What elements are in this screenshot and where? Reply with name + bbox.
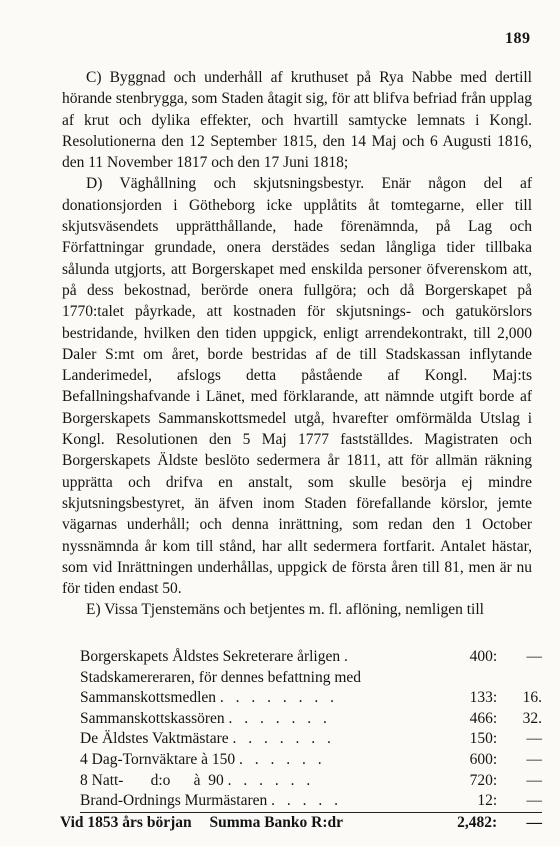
salary-ore: —	[526, 792, 542, 810]
salary-label: Sammanskottskassören	[80, 709, 225, 727]
table-row	[80, 709, 542, 730]
total-amount: 2,482:	[430, 812, 497, 833]
total-row	[80, 812, 542, 833]
paragraph-e: E) Vissa Tjenstemäns och betjentes m. fl. aflöning, nemligen till	[86, 601, 484, 619]
table-row	[80, 791, 542, 812]
leader-dots: .	[343, 648, 348, 665]
salary-ore: —	[526, 648, 542, 665]
salary-ore: 32.	[522, 709, 542, 727]
table-row	[80, 688, 542, 709]
leader-dots: . . . . .	[271, 792, 342, 810]
salary-amount: 133:	[469, 689, 498, 707]
salary-label: 8 Natt- d:o à 90	[80, 771, 224, 789]
paragraph-d: D) Väghållning och skjutsningsbestyr. Enär någon del af donationsjorden i Götheborg icke upplåtits åt tomtegarne, eller till skjutsväsendets upprätthållande, hade förenämnda, på Lag och Författningar grundade, onera derstädes sedan långliga tider tillbaka sålunda utgjorts, att Borgerskapet med enskilda personer öfverenskom att, på dess bekostnad, berörde onera fullgöra; och då Borgerskapet på 1770:talet påyrkade, att kostnaden för skjutsnings- och gatukörslors bestridande, hvilken den tiden uppgick, enligt arrendekontrakt, till 2,000 Daler S:mt om året, borde bestridas af de till Stadskassan inflytande Landerimedel, afslogs detta påstående af Kongl. Maj:ts Befallningshafvande i Länet, med förklarande, att nämnde utgift borde af Borgerskapets Sammanskottsmedel utgå, hvarefter omförmälda Utslag i Kongl. Resolutionen den 5 Maj 1777 fastställdes. Magistraten och Borgerskapets Äldste beslöto sedermera år 1811, att för allmän räkning upprätta och drifva en anstalt, som skulle besörja ej mindre skjutsningsbestyret, än äfven inom Staden förefallande körslor, jemte vägarnas underhåll; och denna inrättning, som redan den 1 October nyssnämnda år kom till stånd, har allt sedermera fortfarit. Antalet hästar, som vid Inrättningen underhållas, uppgick de första åren till 81, men är nu för tiden endast 50.	[62, 175, 532, 598]
table-row	[80, 771, 542, 792]
salary-table	[60, 647, 542, 833]
total-note: Vid 1853 års början	[60, 813, 192, 831]
page-number: 189	[505, 30, 531, 47]
salary-amount: 150:	[469, 730, 498, 748]
salary-amount: 466:	[469, 709, 498, 727]
table-row	[80, 750, 542, 771]
leader-dots: . . . . . . .	[232, 730, 335, 748]
salary-ore: —	[526, 750, 542, 768]
table-row	[80, 647, 542, 668]
leader-dots: . . . . . .	[227, 771, 315, 789]
salary-amount: 12:	[477, 792, 498, 810]
total-ore: —	[497, 812, 542, 833]
leader-dots: . . . . . . . .	[219, 689, 339, 707]
total-label: Summa Banko R:dr	[209, 813, 343, 831]
table-row	[80, 668, 542, 689]
salary-amount: 720:	[469, 771, 498, 789]
paragraph-c: C) Byggnad och underhåll af kruthuset på Rya Nabbe med dertill hörande stenbrygga, som Staden åtagit sig, för att blifva befriad från upplag af krut och dylika effekter, och hvartill samtycke lemnats i Kongl. Resolutionerna den 12 September 1815, den 14 Maj och 6 Augusti 1816, den 11 November 1817 och den 17 Juni 1818;	[62, 69, 532, 172]
salary-label: 4 Dag-Tornväktare à 150	[80, 750, 236, 768]
salary-label: Brand-Ordnings Murmästaren	[80, 792, 268, 810]
salary-label: De Äldstes Vaktmästare	[80, 730, 229, 748]
salary-amount: 600:	[469, 750, 498, 768]
salary-label: Sammanskottsmedlen	[80, 689, 217, 707]
salary-label: Stadskamereraren, för dennes befattning med	[80, 668, 362, 686]
salary-label: Borgerskapets Åldstes Sekreterare årligen	[80, 648, 341, 665]
salary-ore: —	[526, 730, 542, 748]
table-row	[80, 729, 542, 750]
salary-ore: —	[526, 771, 542, 789]
salary-ore: 16.	[522, 689, 542, 707]
leader-dots: . . . . . . .	[228, 709, 331, 727]
body-text	[62, 67, 532, 621]
salary-amount: 400:	[469, 648, 498, 665]
leader-dots: . . . . . .	[239, 750, 326, 768]
